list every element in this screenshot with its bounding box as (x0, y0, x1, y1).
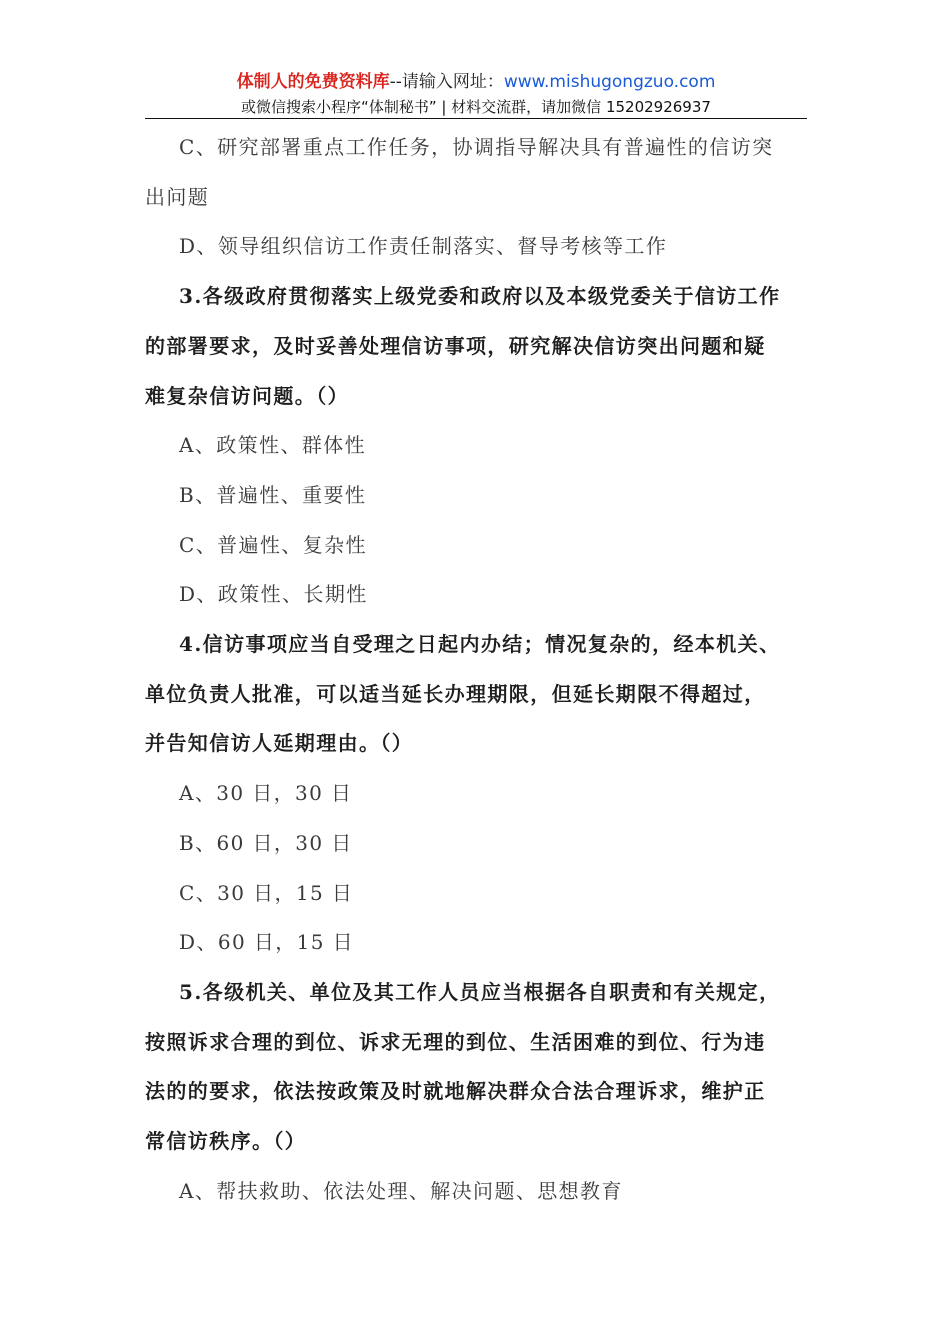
q4-option-d: D、60 日，15 日 (179, 930, 355, 955)
header-url-link[interactable]: www.mishugongzuo.com (503, 72, 716, 92)
page-header (145, 68, 807, 118)
header-line-1 (145, 68, 807, 96)
q5-option-a: A、帮扶救助、依法处理、解决问题、思想教育 (179, 1178, 623, 1203)
q3-text-line-3: 难复杂信访问题。（） (145, 383, 349, 408)
q5-text-line-2: 按照诉求合理的到位、诉求无理的到位、生活困难的到位、行为违 (145, 1029, 766, 1054)
q2-option-d: D、领导组织信访工作责任制落实、督导考核等工作 (179, 234, 668, 259)
q3-option-b: B、普遍性、重要性 (179, 482, 367, 507)
q5-text-line-3: 法的的要求，依法按政策及时就地解决群众合法合理诉求，维护正 (145, 1079, 766, 1104)
q4-option-c: C、30 日，15 日 (179, 880, 354, 905)
q3-option-a: A、政策性、群体性 (179, 433, 367, 458)
q5-text-line-1: 5.各级机关、单位及其工作人员应当根据各自职责和有关规定， (179, 979, 781, 1004)
q3-text-line-1: 3.各级政府贯彻落实上级党委和政府以及本级党委关于信访工作 (179, 284, 781, 309)
q3-text-line-2: 的部署要求，及时妥善处理信访事项，研究解决信访突出问题和疑 (145, 333, 766, 358)
header-prompt: --请输入网址： (389, 72, 504, 92)
header-brand: 体制人的免费资料库 (236, 72, 390, 92)
header-divider (145, 118, 807, 119)
q4-option-b: B、60 日，30 日 (179, 830, 353, 855)
q4-text-line-3: 并告知信访人延期理由。（） (145, 731, 414, 756)
document-body (145, 123, 807, 1216)
q3-option-c: C、普遍性、复杂性 (179, 532, 367, 557)
q4-text-line-1: 4.信访事项应当自受理之日起内办结；情况复杂的，经本机关、 (179, 632, 781, 657)
q4-text-line-2: 单位负责人批准，可以适当延长办理期限，但延长期限不得超过， (145, 681, 766, 706)
q2-option-c-line-1: C、研究部署重点工作任务，协调指导解决具有普遍性的信访突 (179, 135, 774, 159)
header-line-2: 或微信搜索小程序“体制秘书” | 材料交流群，请加微信 15202926937 (241, 98, 711, 116)
q5-text-line-4: 常信访秩序。（） (145, 1129, 307, 1154)
q3-option-d: D、政策性、长期性 (179, 582, 368, 607)
q2-option-c-line-2: 出问题 (145, 184, 210, 209)
q4-option-a: A、30 日，30 日 (179, 781, 353, 806)
